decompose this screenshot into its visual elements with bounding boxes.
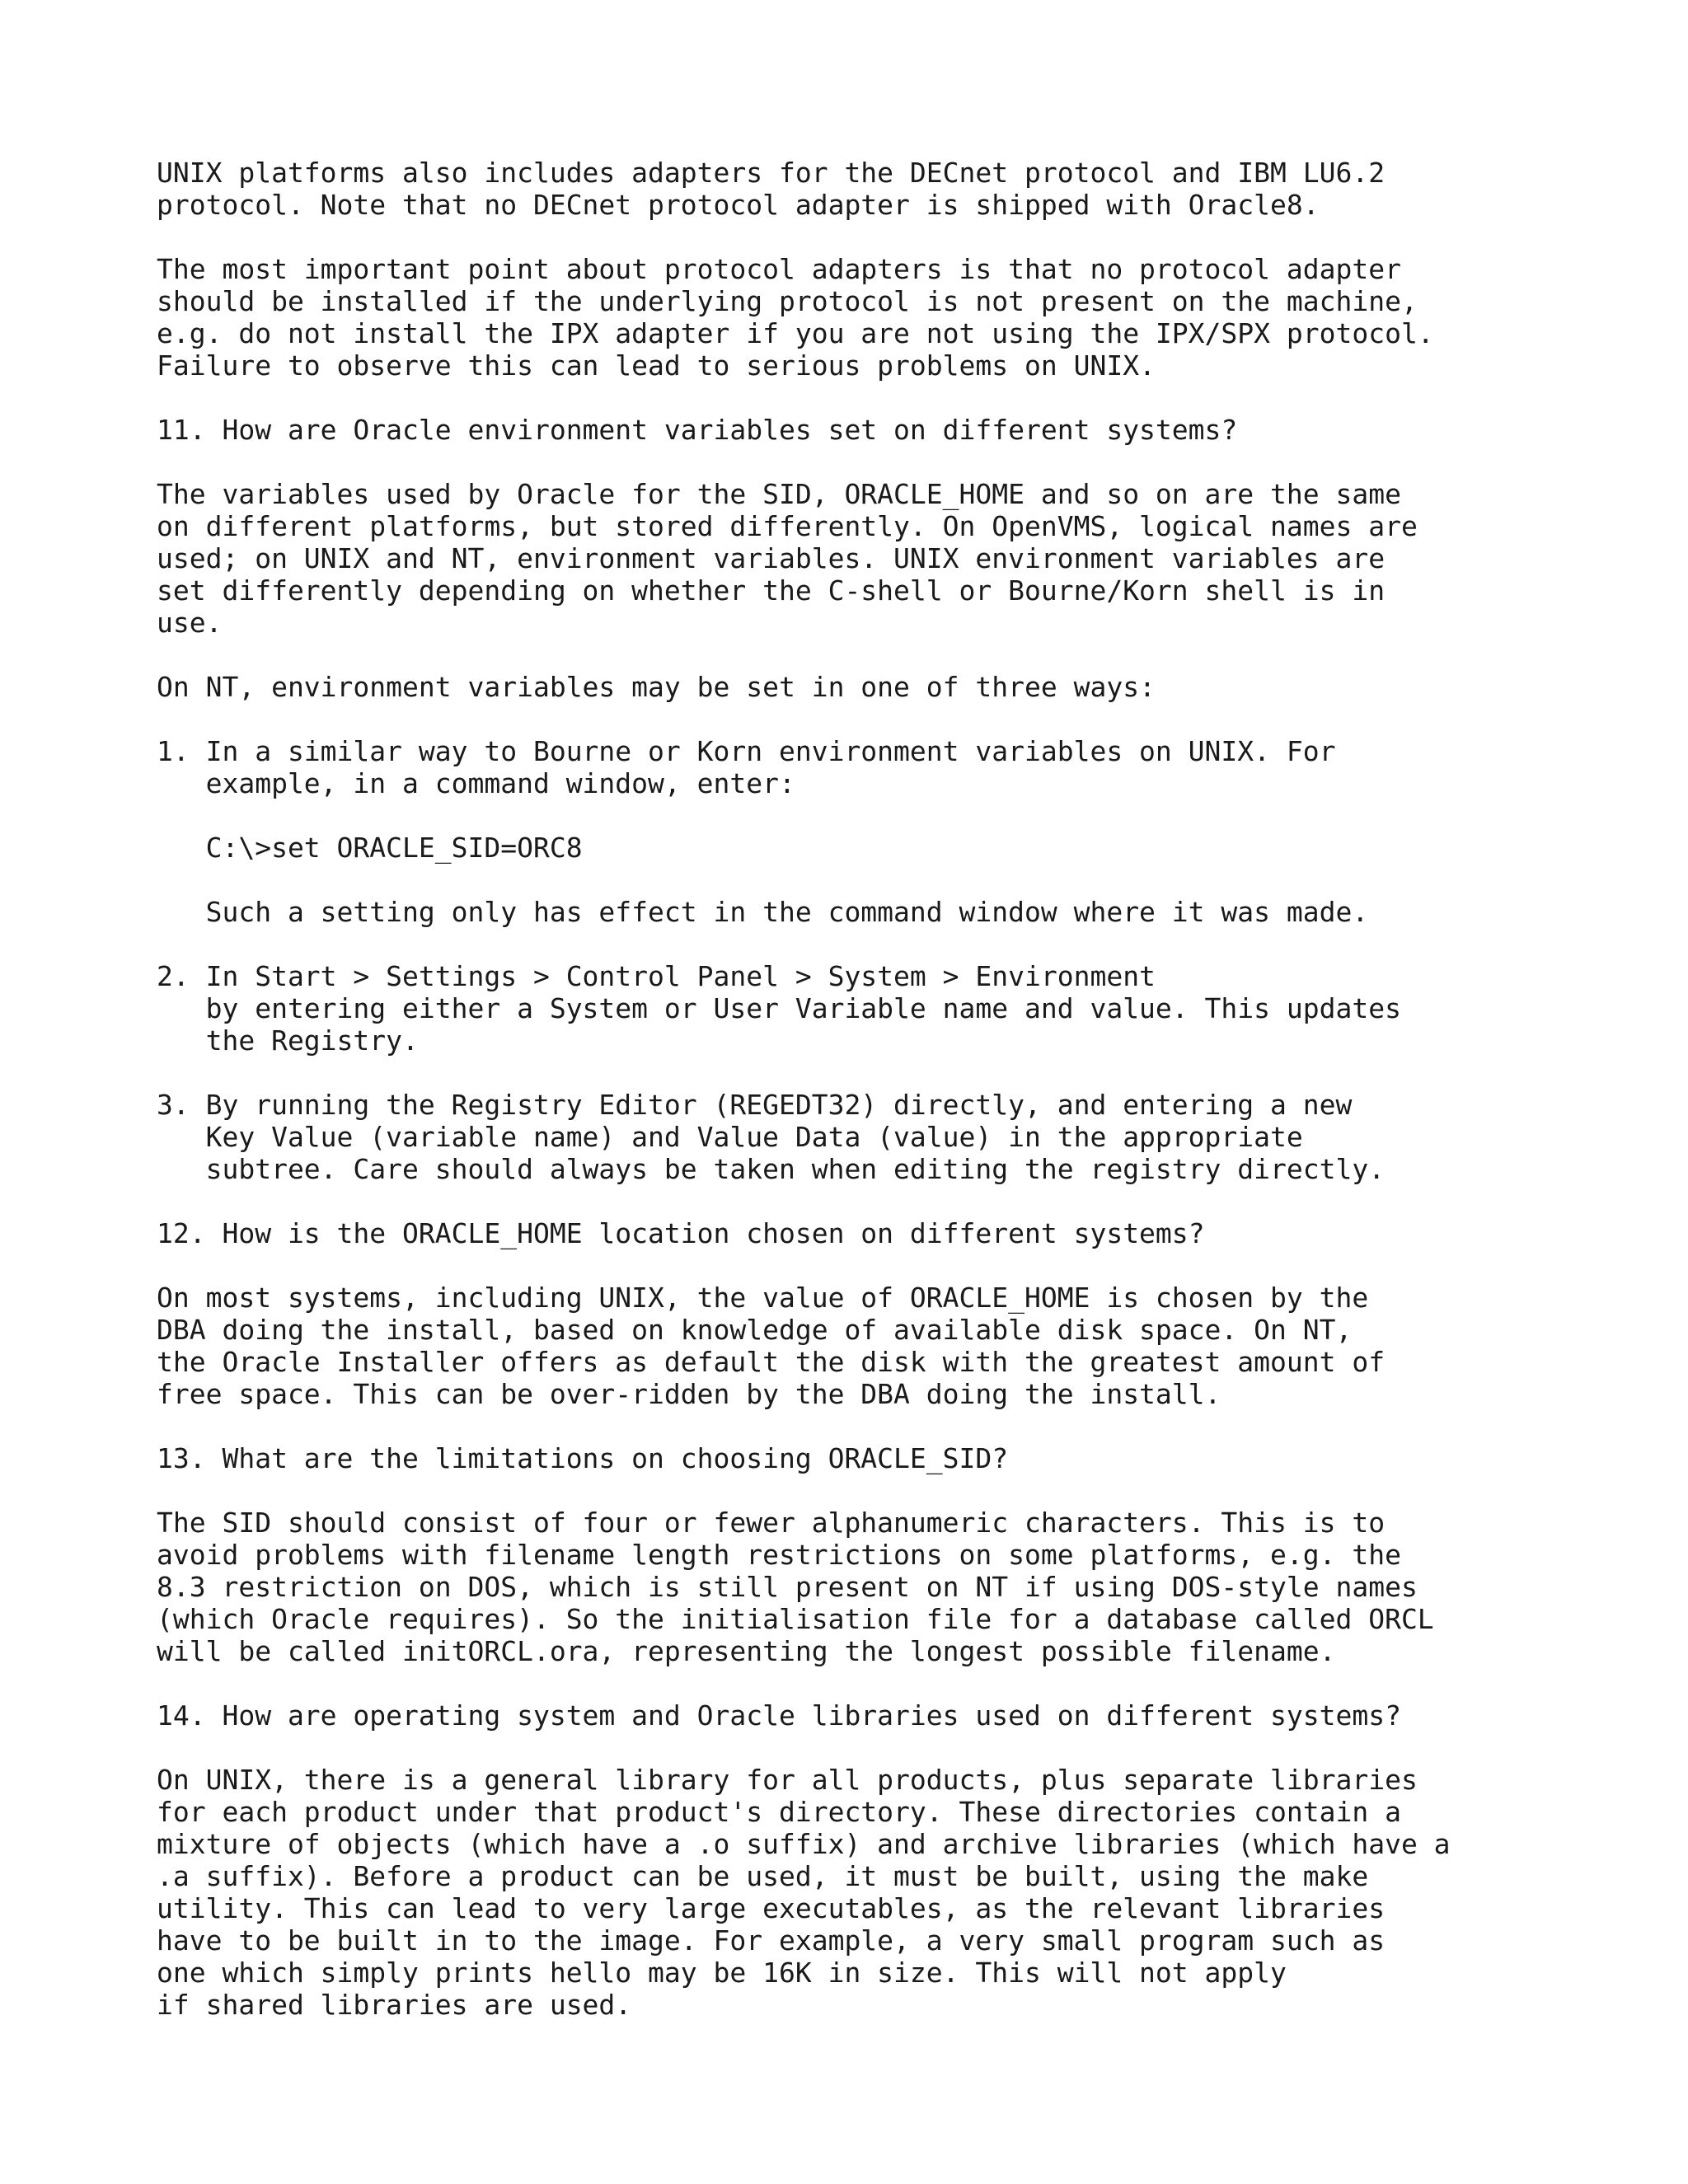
document-body: UNIX platforms also includes adapters for the DECnet protocol and IBM LU6.2 protocol. Note that no DECnet protocol adapter is shipped with Oracle8. The most important point about protocol adapters is that no protocol adapter should be installed if the underlying protocol is not present on the machine, e.g. do not install the IPX adapter if you are not using the IPX/SPX protocol. Failure to observe this can lead to serious problems on UNIX. 11. How are Oracle environment variables set on different systems? The variables used by Oracle for the SID, ORACLE_HOME and so on are the same on different platforms, but stored differently. On OpenVMS, logical names are used; on UNIX and NT, environment variables. UNIX environment variables are set differently depending on whether the C-shell or Bourne/Korn shell is in use. On NT, environment variables may be set in one of three ways: 1. In a similar way to Bourne or Korn environment variables on UNIX. For example, in a command window, enter: C:\>set ORACLE_SID=ORC8 Such a setting only has effect in the command window where it was made. 2. In Start > Settings > Control Panel > System > Environment by entering either a System or User Variable name and value. This updates the Registry. 3. By running the Registry Editor (REGEDT32) directly, and entering a new Key Value (variable name) and Value Data (value) in the appropriate subtree. Care should always be taken when editing the registry directly. 12. How is the ORACLE_HOME location chosen on different systems? On most systems, including UNIX, the value of ORACLE_HOME is chosen by the DBA doing the install, based on knowledge of available disk space. On NT, the Oracle Installer offers as default the disk with the greatest amount of free space. This can be over-ridden by the DBA doing the install. 13. What are the limitations on choosing ORACLE_SID? The SID should consist of four or fewer alphanumeric characters. This is to avoid problems with filename length restrictions on some platforms, e.g. the 8.3 restriction on DOS, which is still present on NT if using DOS-style names (which Oracle requires). So the initialisation file for a database called ORCL will be called initORCL.ora, representing the longest possible filename. 14. How are operating system and Oracle libraries used on different systems? On UNIX, there is a general library for all products, plus separate libraries for each product under that product's directory. These directories contain a mixture of objects (which have a .o suffix) and archive libraries (which have a .a suffix). Before a product can be used, it must be built, using the make utility. This can lead to very large executables, as the relevant libraries have to be built in to the image. For example, a very small program such as one which simply prints hello may be 16K in size. This will not apply if shared libraries are used. (157, 157, 1451, 2021)
